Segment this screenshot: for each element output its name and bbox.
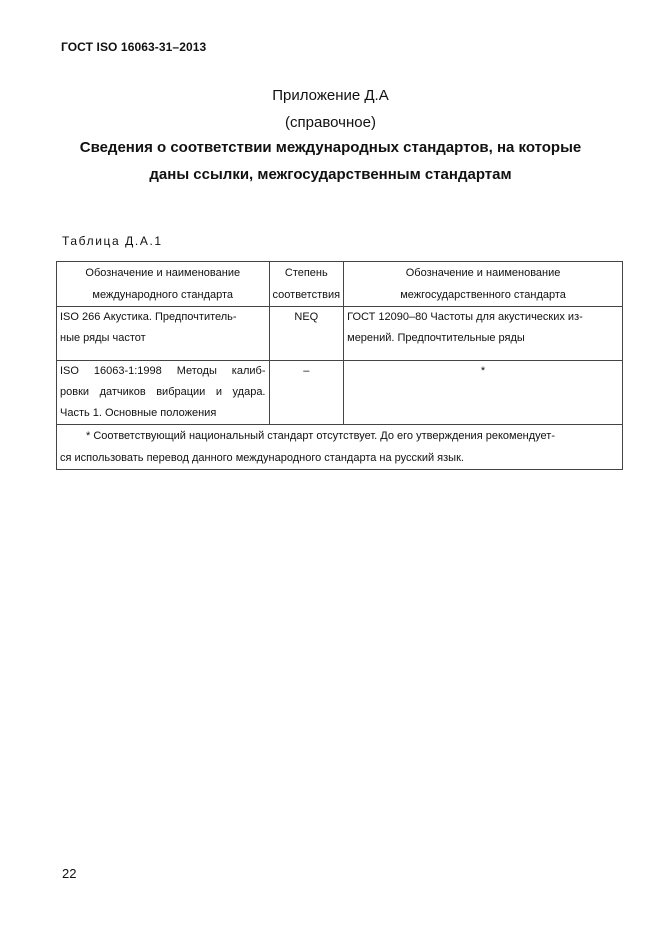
table-header-row bbox=[57, 262, 623, 307]
cell-degree: – bbox=[269, 361, 344, 425]
cell-line: ISO 16063-1:1998 Методы калиб- bbox=[60, 365, 266, 377]
column-header-line: Степень bbox=[284, 267, 328, 279]
column-header-line: межгосударственного стандарта bbox=[400, 289, 566, 301]
cell-line: мерений. Предпочтительные ряды bbox=[347, 332, 525, 344]
cell-international-standard bbox=[57, 307, 270, 361]
appendix-title: Приложение Д.А bbox=[272, 87, 389, 104]
cell-line: Часть 1. Основные положения bbox=[60, 407, 217, 419]
appendix-heading-line-2: даны ссылки, межгосударственным стандартам bbox=[149, 166, 512, 183]
cell-line: ISO 266 Акустика. Предпочтитель- bbox=[60, 311, 237, 323]
table-caption: Таблица Д.А.1 bbox=[62, 234, 163, 248]
appendix-heading-line-1: Сведения о соответствии международных стандартов, на которые bbox=[79, 139, 582, 156]
cell-line: ровки датчиков вибрации и удара. bbox=[60, 386, 266, 398]
cell-interstate-standard bbox=[344, 361, 623, 425]
cell-line: * bbox=[480, 365, 486, 377]
column-header-line: соответствия bbox=[272, 289, 341, 301]
standards-table bbox=[56, 261, 623, 470]
cell-degree: NEQ bbox=[269, 307, 344, 361]
column-header-degree bbox=[269, 262, 344, 307]
column-header-line: Обозначение и наименование bbox=[405, 267, 561, 279]
footnote-line: ся использовать перевод данного международного стандарта на русский язык. bbox=[60, 452, 464, 464]
page-number: 22 bbox=[62, 866, 77, 881]
column-header-line: Обозначение и наименование bbox=[85, 267, 241, 279]
column-header-interstate bbox=[344, 262, 623, 307]
table-footnote bbox=[57, 425, 623, 470]
column-header-line: международного стандарта bbox=[92, 289, 234, 301]
table-row bbox=[57, 307, 623, 361]
column-header-international bbox=[57, 262, 270, 307]
cell-interstate-standard bbox=[344, 307, 623, 361]
footnote-line: * Соответствующий национальный стандарт отсутствует. До его утверждения рекомендует- bbox=[86, 430, 556, 442]
table-note-row bbox=[57, 425, 623, 470]
appendix-type: (справочное) bbox=[285, 114, 376, 131]
cell-international-standard bbox=[57, 361, 270, 425]
cell-line: ГОСТ 12090–80 Частоты для акустических из- bbox=[347, 311, 583, 323]
document-code: ГОСТ ISO 16063-31–2013 bbox=[61, 40, 207, 54]
table-row bbox=[57, 361, 623, 425]
cell-line: ные ряды частот bbox=[60, 332, 146, 344]
